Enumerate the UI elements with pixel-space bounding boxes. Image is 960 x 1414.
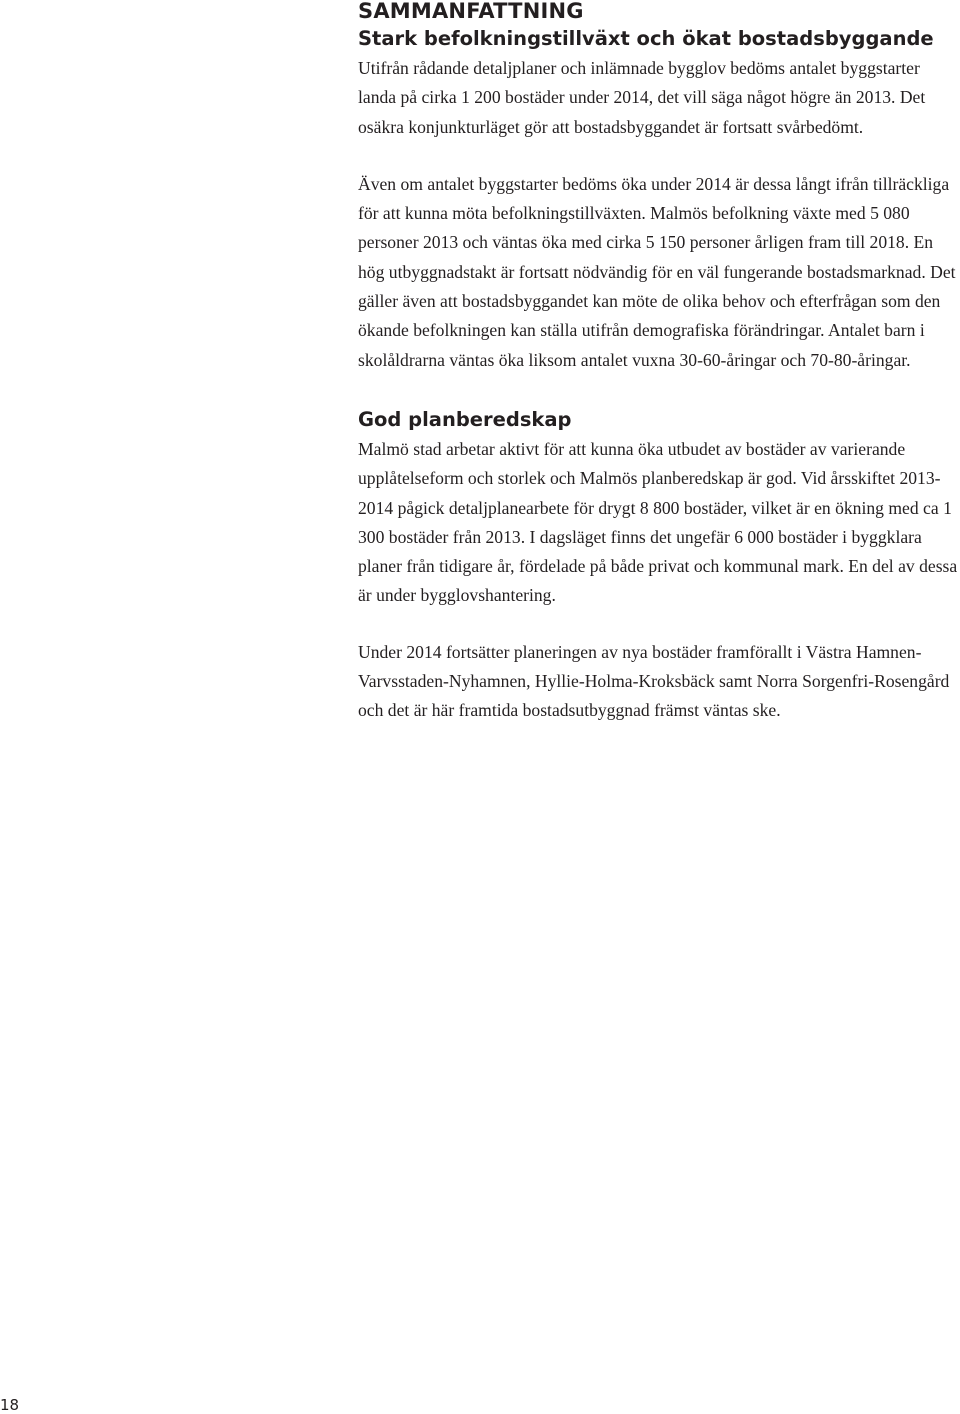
section-label: SAMMANFATTNING bbox=[358, 0, 584, 23]
planning-paragraph-1: Malmö stad arbetar aktivt för att kunna öka utbudet av bostäder av varierande upplåtelseform och storlek och Malmös planberedskap är god. Vid årsskiftet 2013-2014 pågick detaljplanearbete för drygt 8 800 bostäder, vilket är en ökning med ca 1 300 bostäder från 2013. I dagsläget finns det ungefär 6 000 bostäder i byggklara planer från tidigare år, fördelade på både privat och kommunal mark. En del av dessa är under bygglovshantering. bbox=[358, 438, 958, 606]
summary-heading: Stark befolkningstillväxt och ökat bostadsbyggande bbox=[358, 27, 934, 50]
page-number: 18 bbox=[0, 1396, 20, 1414]
summary-paragraph-1: Utifrån rådande detaljplaner och inlämnade bygglov bedöms antalet byggstarter landa på cirka 1 200 bostäder under 2014, det vill säga något högre än 2013. Det osäkra konjunkturläget gör att bostadsbyggandet är fortsatt svårbedömt. bbox=[358, 58, 926, 137]
document-body bbox=[358, 0, 958, 726]
summary-paragraph-2: Även om antalet byggstarter bedöms öka under 2014 är dessa långt ifrån tillräckliga för att kunna möta befolkningstillväxten. Malmös befolkning växte med 5 080 personer 2013 och väntas öka med cirka 5 150 personer årligen fram till 2018. En hög utbyggnadstakt är fortsatt nödvändig för en väl fungerande bostadsmarknad. Det gäller även att bostadsbyggandet kan möte de olika behov och efterfrågan som den ökande befolkningen kan ställa utifrån demografiska förändringar. Antalet barn i skolåldrarna väntas öka liksom antalet vuxna 30-60-åringar och 70-80-åringar. bbox=[358, 173, 956, 370]
planning-heading: God planberedskap bbox=[358, 407, 572, 431]
planning-paragraph-2: Under 2014 fortsätter planeringen av nya bostäder framförallt i Västra Hamnen-Varvsstaden-Nyhamnen, Hyllie-Holma-Kroksbäck samt Norra Sorgenfri-Rosengård och det är här framtida bostadsutbyggnad främst väntas ske. bbox=[358, 641, 950, 721]
